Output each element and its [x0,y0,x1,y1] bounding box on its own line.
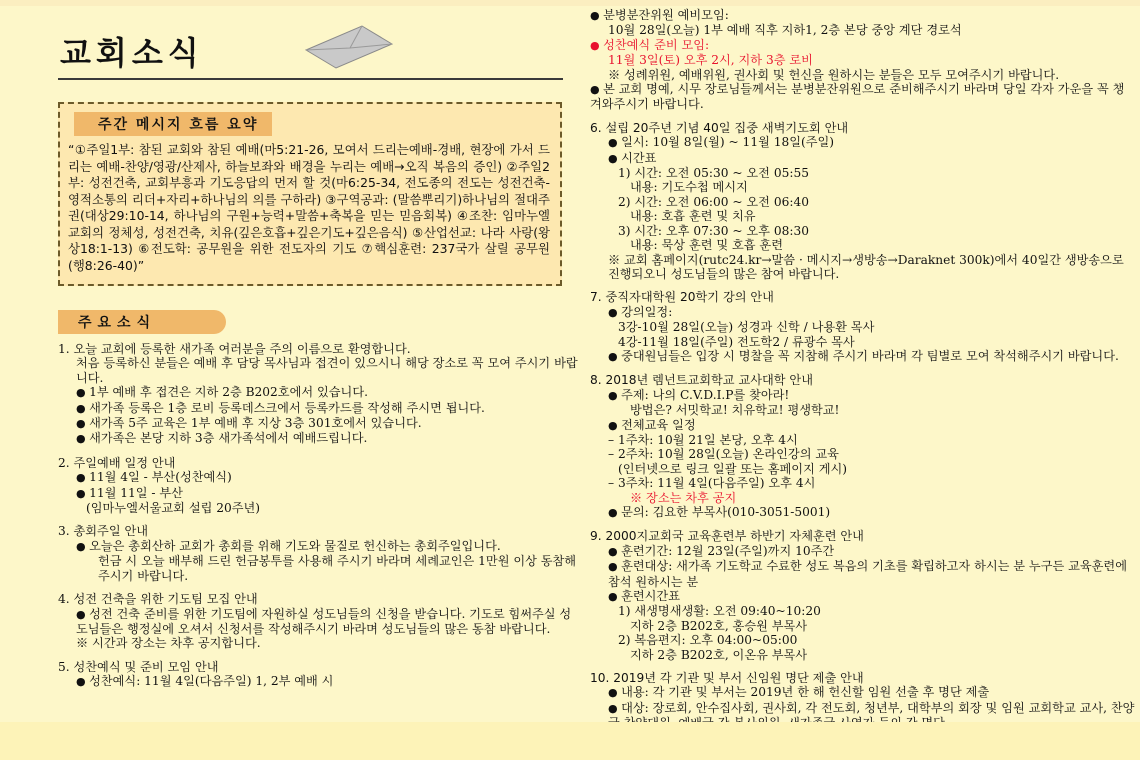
news-item-title: 2. 주일예배 일정 안내 [58,455,176,470]
news-item-title: 5. 성찬예식 및 준비 모임 안내 [58,659,219,674]
news-line: 내용: 기도수첩 메시지 [630,180,748,195]
news-line: ● 내용: 각 기관 및 부서는 2019년 한 해 헌신할 임원 선출 후 명단 제출 [590,685,1135,700]
news-line: ● 강의일정: [590,305,1135,320]
news-line: ● 주제: 나의 C.V.D.I.P를 찾아라! [590,388,1135,403]
news-line: – 3주차: 11월 4일(다음주일) 오후 4시 [608,476,816,491]
news-line: ● 대상: 장로회, 안수집사회, 권사회, 각 전도회, 청년부, 대학부의 회장 및 임원 교회학교 교사, 찬양 [590,701,1135,731]
news-line: ● 시간표 [590,151,1135,166]
page-title: 교회소식 [60,34,204,72]
left-news-list [58,342,578,690]
news-item [58,592,578,651]
news-line: ● 1부 예배 후 접견은 지하 2층 B202호에서 있습니다. [58,385,578,400]
summary-body: “①주일1부: 참된 교회와 참된 예배(마5:21-26, 모여서 드리는예배-경배, 현장에 가서 드리는 예배-찬양/영광/산제사, 하늘보좌와 배경을 누리는 예배→오직 복음의 증인) ②주일2부: 성전건축, 교회부흥과 기도응답의 먼저 할 것(마6:25-34, 전도종의 전도는 성전건축- 영적소통의 리더+자리+하나님의 의를 구하라) ③구역공과: (말씀뿌리기)하나님의 절대주권(대상29:10-14, 하나님의 구원+능력+말씀+축복을 믿는 믿음회복) ④조찬: 임마누엘 교회의 정체성, 성전건축, 치유(깊은호흡+깊은기도+깊은음식) ⑤산업선교: 나라 사랑(왕상18:1-13) ⑥전도학: 공무원을 위한 전도자의 기도 ⑦핵심훈련: 237국가 살릴 공무원(행8:26-40)” [68,142,550,273]
news-item [590,121,1135,281]
news-item [590,290,1135,364]
news-line: ● 오늘은 총회산하 교회가 총회를 위해 기도와 물질로 헌신하는 총회주일입니다. [58,539,578,554]
news-line: 헌금 시 오늘 배부해 드린 헌금봉투를 사용해 주시기 바라며 세례교인은 1만원 이상 동참해 주시기 바랍니다. [98,554,577,583]
news-line: (임마누엘서울교회 설립 20주년) [86,501,261,516]
bottom-band [0,722,1140,760]
news-item-title: 8. 2018년 렘넌트교회학교 교사대학 안내 [590,373,813,388]
news-item [590,373,1135,520]
news-item-title: 10. 2019년 각 기관 및 부서 신임원 명단 제출 안내 [590,671,864,686]
news-line: ● 성찬예식: 11월 4일(다음주일) 1, 2부 예배 시 [58,674,578,689]
news-item-title: 3. 총회주일 안내 [58,524,149,539]
news-item-title: 1. 오늘 교회에 등록한 새가족 여러분을 주의 이름으로 환영합니다. [58,342,411,356]
news-line: 1) 시간: 오전 05:30 ~ 오전 05:55 [618,166,809,181]
news-line: 4강-11월 18일(주일) 전도학2 / 류광수 목사 [618,334,855,349]
news-line: 10월 28일(오늘) 1부 예배 직후 지하1, 2층 본당 중앙 계단 경로석 [608,23,962,38]
news-line: ※ 교회 홈페이지(rutc24.kr→말씀 · 메시지→생방송→Daraknet 300k)에서 40일간 생방송으로 진행되오니 성도님들의 많은 참여 바랍니다. [608,252,1124,281]
news-item [590,8,1135,112]
news-line: ● 훈련기간: 12월 23일(주일)까지 10주간 [590,544,1135,559]
summary-box [58,102,562,286]
news-line: ● 훈련대상: 새가족 기도학교 수료한 성도 복음의 기초를 확립하고자 하시는 분 누구든 교육훈련에 참석 원하시는 분 [590,559,1135,589]
news-line: 2) 복음편지: 오후 04:00~05:00 [618,633,798,648]
news-line: 처음 등록하신 분들은 예배 후 담당 목사님과 접견이 있으시니 해당 장소로 꼭 모여 주시기 바랍니다. [76,356,578,385]
news-line: – 1주차: 10월 21일 본당, 오후 4시 [608,432,798,447]
news-line: 2) 시간: 오전 06:00 ~ 오전 06:40 [618,194,809,209]
news-line: ● 중대원님들은 입장 시 명찰을 꼭 지참해 주시기 바라며 각 팀별로 모여 착석해주시기 바랍니다. [590,349,1135,364]
news-line: ● 새가족 등록은 1층 로비 등록데스크에서 등록카드를 작성해 주시면 됩니다. [58,401,578,416]
news-line: 내용: 묵상 훈련 및 호흡 훈련 [630,238,783,253]
news-item-title: 6. 설립 20주년 기념 40일 집중 새벽기도회 안내 [590,120,849,135]
news-line: 방법은? 서밋학교! 치유학교! 평생학교! [630,403,840,418]
news-line: ● 새가족은 본당 지하 3층 새가족석에서 예배드립니다. [58,431,578,446]
summary-title: 주간 메시지 흐름 요약 [74,112,272,136]
news-line: ● 본 교회 명예, 시무 장로님들께서는 분병분잔위원으로 준비해주시기 바라며 당일 각자 가운을 꼭 챙겨와주시기 바랍니다. [590,82,1135,112]
right-column [590,8,1135,740]
envelope-icon [302,22,396,72]
news-item [590,529,1135,662]
news-item [58,524,578,583]
news-line: ● 분병분잔위원 예비모임: [590,8,1135,23]
news-line: 지하 2층 B202호, 홍승원 부목사 [630,618,808,633]
left-column [58,8,578,699]
news-line: – 2주차: 10월 28일(오늘) 온라인강의 교육 [608,447,839,462]
news-item-title: 7. 중직자대학원 20학기 강의 안내 [590,290,774,305]
main-news-title: 주요소식 [58,310,226,334]
news-line: ● 성찬예식 준비 모임: [590,38,1135,53]
news-item-title: 9. 2000지교회국 교육훈련부 하반기 자체훈련 안내 [590,529,864,544]
news-line: ● 11월 11일 - 부산 [58,486,578,501]
news-line: 11월 3일(토) 오후 2시, 지하 3층 로비 [608,53,813,68]
title-rule [58,78,563,80]
news-line: 지하 2층 B202호, 이온유 부목사 [630,647,808,662]
news-line: ※ 시간과 장소는 차후 공지합니다. [76,636,261,651]
news-line: ● 훈련시간표 [590,589,1135,604]
news-line: ● 전체교육 일정 [590,418,1135,433]
news-item-title: 4. 성전 건축을 위한 기도팀 모집 안내 [58,592,258,607]
news-line: 내용: 호흡 훈련 및 치유 [630,209,756,224]
news-item [58,342,578,447]
news-line: ● 성전 건축 준비를 위한 기도팀에 자원하실 성도님들의 신청을 받습니다. 기도로 힘써주실 성도님들은 행정실에 오셔서 신청서를 작성해주시기 바라며 성도님들의 많은 동참 바랍니다. [58,607,578,637]
top-bar [0,0,1140,6]
news-line: (인터넷으로 링크 일괄 또는 홈페이지 게시) [618,461,848,476]
news-line: 3) 시간: 오후 07:30 ~ 오후 08:30 [618,223,809,238]
news-line: ● 문의: 김요한 부목사(010-3051-5001) [590,505,1135,520]
news-item [58,660,578,690]
news-line: 1) 새생명새생활: 오전 09:40~10:20 [618,604,821,619]
news-line: ● 11월 4일 - 부산(성찬예식) [58,470,578,485]
news-line: ※ 장소는 차후 공지 [630,490,737,505]
news-line: ※ 성례위원, 예배위원, 권사회 및 헌신을 원하시는 분들은 모두 모여주시기 바랍니다. [608,67,1060,82]
news-line: 3강-10월 28일(오늘) 성경과 신학 / 나용환 목사 [618,320,875,335]
right-news-list [590,8,1135,731]
news-line: ● 새가족 5주 교육은 1부 예배 후 지상 3층 301호에서 있습니다. [58,416,578,431]
news-item [58,456,578,516]
header [58,8,578,80]
news-line: ● 일시: 10월 8일(월) ~ 11월 18일(주일) [590,135,1135,150]
